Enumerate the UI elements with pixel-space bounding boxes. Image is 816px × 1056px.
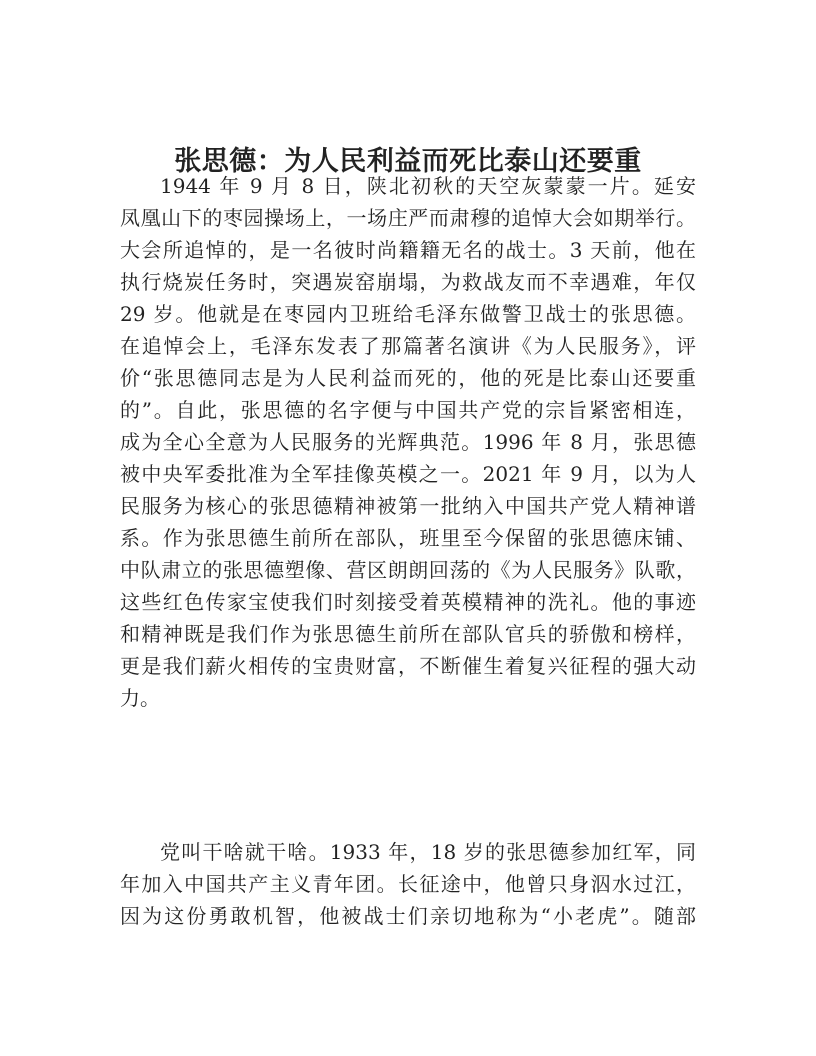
paragraph-line: 1944 年 9 月 8 日，陕北初秋的天空灰蒙蒙一片。延安 (160, 174, 696, 198)
paragraph-line: 被中央军委批准为全军挂像英模之一。2021 年 9 月，以为人 (120, 462, 696, 486)
paragraph-line: 成为全心全意为人民服务的光辉典范。1996 年 8 月，张思德 (120, 430, 696, 454)
paragraph-line: 力。 (120, 686, 160, 710)
paragraph-line: 年加入中国共产主义青年团。长征途中，他曾只身泅水过江， (120, 872, 696, 896)
paragraph-line: 在追悼会上，毛泽东发表了那篇著名演讲《为人民服务》，评 (120, 334, 696, 358)
paragraph-line: 大会所追悼的，是一名彼时尚籍籍无名的战士。3 天前，他在 (120, 238, 696, 262)
paragraph-line: 凤凰山下的枣园操场上，一场庄严而肃穆的追悼大会如期举行。 (120, 206, 696, 230)
paragraph-line: 价“张思德同志是为人民利益而死的，他的死是比泰山还要重 (120, 366, 696, 390)
paragraph-line: 党叫干啥就干啥。1933 年，18 岁的张思德参加红军，同 (160, 840, 696, 864)
paragraph-line: 和精神既是我们作为张思德生前所在部队官兵的骄傲和榜样， (120, 622, 696, 646)
paragraph-line: 29 岁。他就是在枣园内卫班给毛泽东做警卫战士的张思德。 (120, 302, 696, 326)
paragraph-line: 中队肃立的张思德塑像、营区朗朗回荡的《为人民服务》队歌， (120, 558, 696, 582)
paragraph-line: 这些红色传家宝使我们时刻接受着英模精神的洗礼。他的事迹 (120, 590, 696, 614)
paragraph-line: 系。作为张思德生前所在部队，班里至今保留的张思德床铺、 (120, 526, 696, 550)
paragraph-line: 民服务为核心的张思德精神被第一批纳入中国共产党人精神谱 (120, 494, 696, 518)
paragraph-line: 更是我们薪火相传的宝贵财富，不断催生着复兴征程的强大动 (120, 654, 696, 678)
paragraph-line: 的”。自此，张思德的名字便与中国共产党的宗旨紧密相连， (120, 398, 696, 422)
paragraph-line: 执行烧炭任务时，突遇炭窑崩塌，为救战友而不幸遇难，年仅 (120, 270, 696, 294)
paragraph-line: 因为这份勇敢机智，他被战士们亲切地称为“小老虎”。随部 (120, 904, 696, 928)
paragraph-2 (120, 836, 696, 932)
paragraph-1 (120, 170, 696, 714)
document-title: 张思德：为人民利益而死比泰山还要重 (174, 146, 642, 177)
